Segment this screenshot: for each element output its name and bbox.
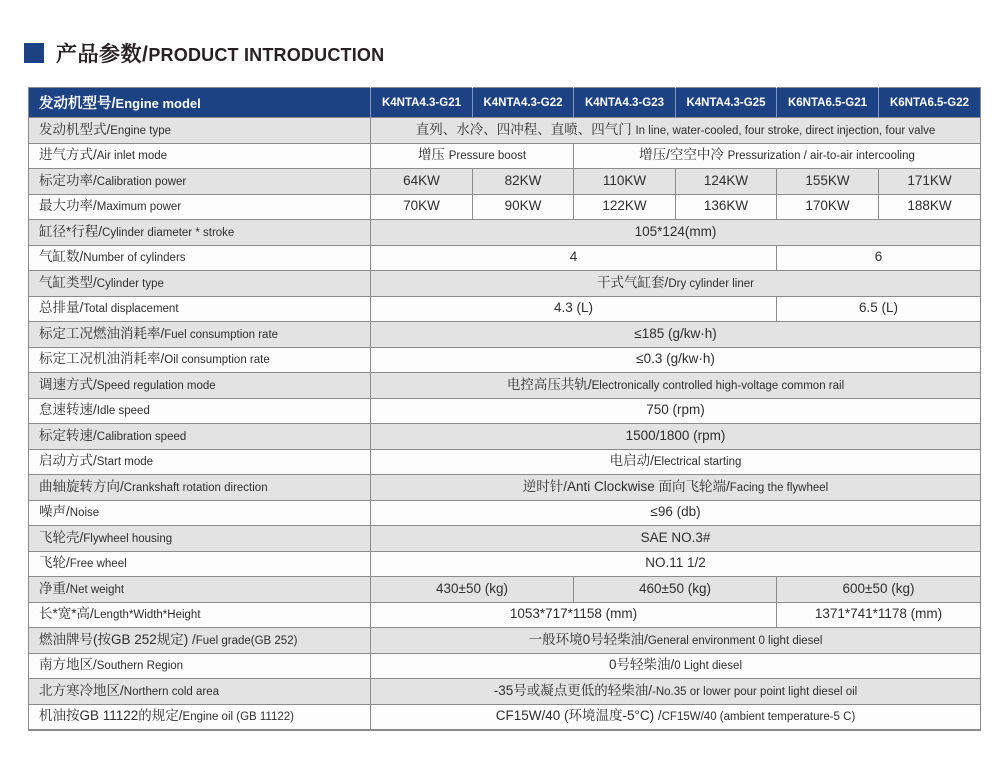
spec-value-cell	[371, 475, 981, 501]
header-model-col-3: K4NTA4.3-G23	[574, 88, 676, 118]
table-row	[29, 347, 981, 373]
row-label-en: Idle speed	[96, 405, 150, 418]
spec-value-cell	[371, 143, 574, 169]
spec-value-main: 一般环境0号轻柴油/	[528, 631, 648, 647]
spec-value-main: 188KW	[907, 198, 952, 214]
spec-value-main: 6	[874, 249, 883, 265]
spec-value-main: -35号或凝点更低的轻柴油/	[493, 682, 653, 698]
spec-value-main: 105*124(mm)	[634, 223, 717, 239]
header-label-zh: 发动机型号/	[39, 96, 116, 112]
row-label	[29, 449, 371, 475]
row-label-zh: 总排量/	[39, 300, 84, 316]
header-engine-model-label	[29, 88, 371, 118]
spec-value-cell	[371, 449, 981, 475]
row-label-zh: 曲轴旋转方向/	[39, 478, 124, 494]
row-label-zh: 缸径*行程/	[39, 223, 103, 239]
row-label-en: Total displacement	[83, 303, 179, 316]
spec-value-en: Electronically controlled high-voltage common rail	[591, 379, 845, 392]
row-label-zh: 净重/	[39, 580, 70, 596]
row-label-en: Oil consumption rate	[164, 354, 270, 367]
row-label-zh: 北方寒冷地区/	[39, 682, 124, 698]
table-row	[29, 704, 981, 730]
row-label	[29, 398, 371, 424]
row-label-en: Speed regulation mode	[96, 379, 216, 392]
table-row	[29, 245, 981, 271]
table-row	[29, 577, 981, 603]
row-label	[29, 704, 371, 730]
spec-value-main: 124KW	[703, 172, 749, 188]
spec-value-cell	[676, 194, 777, 220]
spec-value-cell	[371, 577, 574, 603]
table-row	[29, 169, 981, 195]
row-label-zh: 机油按GB 11122的规定/	[39, 708, 183, 724]
spec-value-en: Pressurization / air-to-air intercooling	[727, 150, 915, 163]
row-label	[29, 602, 371, 628]
row-label-zh: 南方地区/	[39, 657, 97, 673]
row-label-en: Cylinder diameter * stroke	[102, 226, 235, 239]
table-row	[29, 449, 981, 475]
row-label-en: Engine oil (GB 11122)	[182, 711, 294, 724]
row-label	[29, 220, 371, 246]
spec-value-cell	[371, 628, 981, 654]
spec-value-cell	[371, 704, 981, 730]
spec-value-en: Dry cylinder liner	[668, 277, 754, 290]
spec-value-cell	[371, 194, 473, 220]
spec-value-cell	[371, 347, 981, 373]
page-title-en: PRODUCT INTRODUCTION	[148, 45, 385, 65]
row-label-zh: 最大功率/	[39, 198, 97, 214]
row-label	[29, 296, 371, 322]
row-label	[29, 194, 371, 220]
page-title-text	[56, 38, 384, 68]
row-label	[29, 271, 371, 297]
table-row	[29, 551, 981, 577]
table-row	[29, 194, 981, 220]
row-label-en: Noise	[69, 507, 100, 520]
spec-table-body	[29, 118, 981, 730]
spec-value-main: 170KW	[805, 198, 850, 214]
row-label-en: Flywheel housing	[83, 532, 173, 545]
row-label	[29, 500, 371, 526]
spec-value-cell	[371, 602, 777, 628]
row-label	[29, 475, 371, 501]
header-model-col-2: K4NTA4.3-G22	[473, 88, 574, 118]
row-label	[29, 424, 371, 450]
spec-value-main: 70KW	[403, 198, 440, 214]
spec-value-cell	[371, 118, 981, 144]
row-label-en: Southern Region	[96, 660, 184, 673]
row-label-zh: 燃油牌号(按GB 252规定) /	[39, 631, 196, 647]
row-label-en: Calibration power	[96, 175, 187, 188]
table-row	[29, 424, 981, 450]
spec-value-main: 460±50 (kg)	[639, 580, 711, 596]
spec-value-main: 136KW	[703, 198, 749, 214]
spec-value-main: ≤0.3 (g/kw·h)	[636, 351, 715, 367]
spec-value-cell	[777, 194, 879, 220]
table-row	[29, 602, 981, 628]
row-label-zh: 标定工况机油消耗率/	[39, 351, 165, 367]
spec-value-main: 1371*741*1178 (mm)	[814, 606, 943, 622]
row-label-zh: 标定工况燃油消耗率/	[39, 325, 165, 341]
row-label	[29, 679, 371, 705]
table-header-row	[29, 88, 981, 118]
spec-value-main: 90KW	[504, 198, 542, 214]
table-row	[29, 143, 981, 169]
title-bullet-square	[24, 43, 44, 63]
spec-value-main: 1053*717*1158 (mm)	[509, 606, 638, 622]
header-model-col-6: K6NTA6.5-G22	[879, 88, 981, 118]
spec-value-cell	[371, 245, 777, 271]
spec-value-cell	[777, 245, 981, 271]
row-label	[29, 526, 371, 552]
table-row	[29, 322, 981, 348]
row-label-en: Fuel grade(GB 252)	[195, 634, 298, 647]
spec-value-cell	[879, 169, 981, 195]
spec-value-main: 430±50 (kg)	[436, 580, 508, 596]
spec-value-cell	[371, 322, 981, 348]
spec-value-main: 4.3 (L)	[553, 300, 594, 316]
spec-value-cell	[371, 500, 981, 526]
header-model-col-1: K4NTA4.3-G21	[371, 88, 473, 118]
spec-value-en: -No.35 or lower pour point light diesel oil	[652, 685, 858, 698]
row-label-en: Length*Width*Height	[93, 609, 201, 622]
spec-value-cell	[371, 271, 981, 297]
spec-value-main: 64KW	[403, 172, 440, 188]
spec-value-cell	[371, 526, 981, 552]
spec-value-main: NO.11 1/2	[645, 555, 706, 571]
spec-value-main: CF15W/40 (环境温度-5°C) /	[495, 708, 662, 724]
row-label-en: Free wheel	[69, 558, 127, 571]
row-label-en: Start mode	[96, 456, 154, 469]
row-label-zh: 怠速转速/	[39, 402, 97, 418]
spec-value-main: 6.5 (L)	[858, 300, 899, 316]
row-label-zh: 气缸数/	[39, 249, 84, 265]
row-label-en: Number of cylinders	[83, 252, 186, 265]
spec-value-en: CF15W/40 (ambient temperature-5 C)	[661, 711, 856, 724]
spec-value-main: 4	[569, 249, 578, 265]
spec-value-main: 1500/1800 (rpm)	[625, 427, 726, 443]
row-label-zh: 调速方式/	[39, 376, 97, 392]
spec-value-main: ≤185 (g/kw·h)	[634, 325, 717, 341]
spec-value-main: 电启动/	[609, 453, 654, 469]
spec-value-cell	[371, 551, 981, 577]
spec-value-main: 逆时针/Anti Clockwise 面向飞轮端/	[522, 478, 730, 494]
row-label-en: Calibration speed	[96, 430, 187, 443]
row-label-zh: 标定功率/	[39, 172, 97, 188]
row-label-en: Cylinder type	[96, 277, 164, 290]
spec-value-cell	[574, 577, 777, 603]
table-row	[29, 296, 981, 322]
engine-spec-table-wrapper	[28, 87, 980, 731]
row-label	[29, 551, 371, 577]
spec-value-cell	[371, 296, 777, 322]
spec-value-main: 增压/空空中冷	[639, 147, 728, 163]
row-label-en: Net weight	[69, 583, 125, 596]
row-label	[29, 347, 371, 373]
spec-value-en: In line, water-cooled, four stroke, direct injection, four valve	[635, 124, 936, 137]
spec-value-cell	[777, 577, 981, 603]
spec-value-cell	[473, 194, 574, 220]
row-label-en: Air inlet mode	[96, 150, 168, 163]
spec-value-main: SAE NO.3#	[640, 529, 711, 545]
spec-value-cell	[473, 169, 574, 195]
header-label-en: Engine model	[115, 96, 201, 111]
row-label-zh: 启动方式/	[39, 453, 97, 469]
table-row	[29, 475, 981, 501]
spec-value-en: Facing the flywheel	[729, 481, 829, 494]
row-label-zh: 气缸类型/	[39, 274, 97, 290]
spec-value-main: 0号轻柴油/	[608, 657, 675, 673]
row-label	[29, 245, 371, 271]
table-row	[29, 653, 981, 679]
header-model-col-5: K6NTA6.5-G21	[777, 88, 879, 118]
spec-value-main: 直列、水冷、四冲程、直喷、四气门	[415, 121, 636, 137]
table-row	[29, 679, 981, 705]
row-label-zh: 标定转速/	[39, 427, 97, 443]
spec-value-cell	[574, 194, 676, 220]
spec-value-en: 0 Light diesel	[674, 660, 743, 673]
spec-value-en: General environment 0 light diesel	[647, 634, 823, 647]
row-label-en: Crankshaft rotation direction	[123, 481, 268, 494]
table-row	[29, 118, 981, 144]
table-row	[29, 628, 981, 654]
spec-value-cell	[371, 398, 981, 424]
spec-value-cell	[777, 169, 879, 195]
row-label	[29, 118, 371, 144]
spec-value-main: 干式气缸套/	[597, 274, 669, 290]
spec-value-cell	[371, 653, 981, 679]
spec-value-cell	[574, 169, 676, 195]
spec-value-cell	[574, 143, 981, 169]
table-row	[29, 500, 981, 526]
spec-value-main: 600±50 (kg)	[842, 580, 915, 596]
row-label-zh: 长*宽*高/	[39, 606, 94, 622]
table-row	[29, 373, 981, 399]
table-row	[29, 526, 981, 552]
table-row	[29, 398, 981, 424]
table-row	[29, 271, 981, 297]
header-model-col-4: K4NTA4.3-G25	[676, 88, 777, 118]
row-label	[29, 169, 371, 195]
row-label-zh: 发动机型式/	[39, 121, 111, 137]
spec-value-main: 171KW	[907, 172, 952, 188]
row-label-zh: 进气方式/	[39, 147, 97, 163]
row-label	[29, 373, 371, 399]
spec-value-cell	[371, 424, 981, 450]
row-label	[29, 322, 371, 348]
row-label-zh: 飞轮壳/	[39, 529, 84, 545]
row-label-zh: 飞轮/	[39, 555, 70, 571]
row-label-en: Maximum power	[96, 201, 182, 214]
row-label-en: Fuel consumption rate	[164, 328, 279, 341]
row-label-zh: 噪声/	[39, 504, 70, 520]
spec-value-en: Electrical starting	[653, 456, 742, 469]
spec-value-cell	[676, 169, 777, 195]
spec-value-cell	[777, 602, 981, 628]
row-label-en: Northern cold area	[123, 685, 220, 698]
page-title	[24, 38, 384, 68]
spec-value-main: 155KW	[805, 172, 850, 188]
spec-value-cell	[371, 679, 981, 705]
row-label	[29, 653, 371, 679]
spec-value-main: 122KW	[602, 198, 647, 214]
spec-value-cell	[879, 194, 981, 220]
row-label-en: Engine type	[110, 124, 172, 137]
spec-value-main: 750 (rpm)	[646, 402, 705, 418]
spec-value-main: ≤96 (db)	[650, 504, 701, 520]
spec-value-cell	[371, 220, 981, 246]
spec-value-main: 增压	[417, 147, 449, 163]
row-label	[29, 628, 371, 654]
spec-value-cell	[371, 169, 473, 195]
spec-value-main: 110KW	[602, 172, 647, 188]
spec-value-main: 82KW	[504, 172, 542, 188]
spec-value-en: Pressure boost	[448, 150, 527, 163]
spec-value-cell	[777, 296, 981, 322]
row-label	[29, 143, 371, 169]
spec-value-cell	[371, 373, 981, 399]
engine-spec-table	[28, 87, 981, 731]
row-label	[29, 577, 371, 603]
spec-value-main: 电控高压共轨/	[506, 376, 592, 392]
page-title-zh: 产品参数/	[56, 43, 149, 66]
table-row	[29, 220, 981, 246]
